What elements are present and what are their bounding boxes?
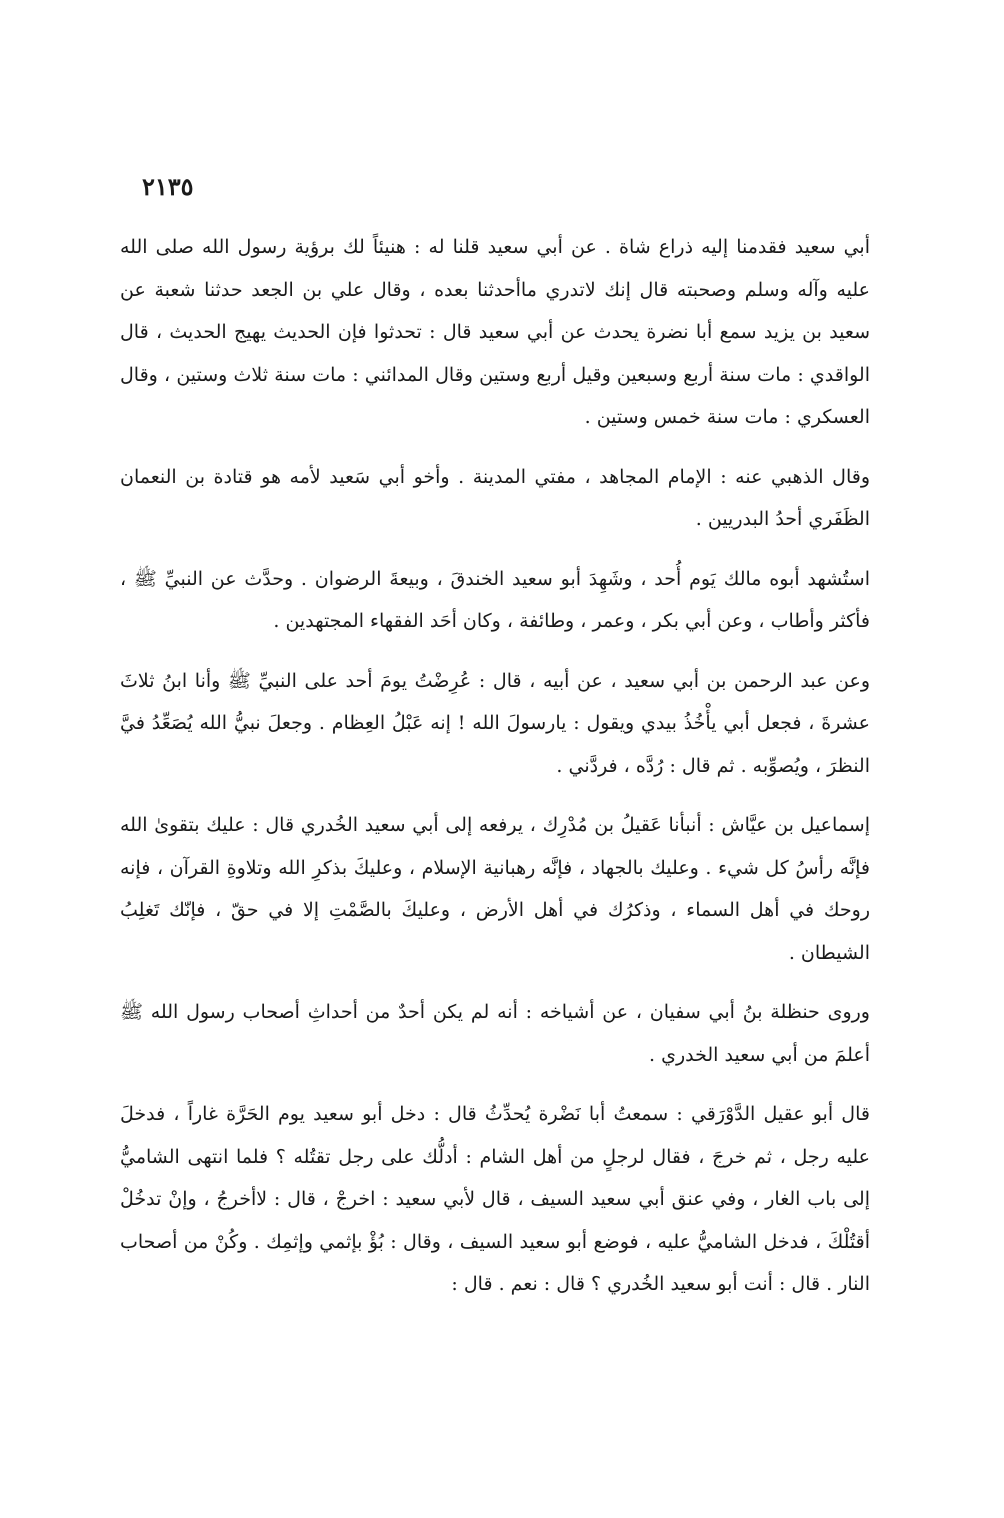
text-body bbox=[120, 226, 870, 1306]
paragraph: وروى حنظلة بنُ أبي سفيان ، عن أشياخه : أنه لم يكن أحدٌ من أحداثِ أصحاب رسول الله ﷺ أعلمَ من أبي سعيد الخدري . bbox=[120, 1001, 870, 1066]
paragraph: استُشهد أبوه مالك يَوم أُحد ، وشَهِدَ أبو سعيد الخندقَ ، وبيعةَ الرضوان . وحدَّث عن النبيِّ ﷺ ، فأكثر وأطاب ، وعن أبي بكر ، وعمر ، وطائفة ، وكان أحَد الفقهاء المجتهدين . bbox=[120, 567, 870, 632]
paragraph: قال أبو عقيل الدَّوْرَقي : سمعتُ أبا نَضْرة يُحدِّثُ قال : دخل أبو سعيد يوم الحَرَّة غاراً ، فدخلَ عليه رجل ، ثم خرجَ ، فقال لرجلٍ من أهل الشام : أدلُّك على رجل تقتُله ؟ فلما انتهى الشاميُّ إلى باب الغار ، وفي عنق أبي سعيد السيف ، قال لأبي سعيد : اخرجْ ، قال : لاأخرجُ ، وإنْ تدخُلْ أقتُلْكَ ، فدخل الشاميُّ عليه ، فوضع أبو سعيد السيف ، وقال : بُؤْ بإثمي وإثمِك . وكُنْ من أصحاب النار . قال : أنت أبو سعيد الخُدري ؟ قال : نعم . قال : bbox=[120, 1103, 870, 1295]
page-number: ٢١٣٥ bbox=[142, 172, 194, 201]
paragraph: أبي سعيد فقدمنا إليه ذراع شاة . عن أبي سعيد قلنا له : هنيئاً لك برؤية رسول الله صلى الله عليه وآله وسلم وصحبته قال إنك لاتدري ماأحدثنا بعده ، وقال علي بن الجعد حدثنا شعبة عن سعيد بن يزيد سمع أبا نضرة يحدث عن أبي سعيد قال : تحدثوا فإن الحديث يهيج الحديث ، قال الواقدي : مات سنة أربع وسبعين وقيل أربع وستين وقال المدائني : مات سنة ثلاث وستين ، وقال العسكري : مات سنة خمس وستين . bbox=[120, 236, 870, 428]
paragraph: إسماعيل بن عيَّاش : أنبأنا عَقيلُ بن مُدْرِك ، يرفعه إلى أبي سعيد الخُدري قال : عليك بتقوىٰ الله فإنَّه رأسُ كل شيء . وعليك بالجهاد ، فإنَّه رهبانية الإسلام ، وعليكَ بذكرِ الله وتلاوةِ القرآن ، فإنه روحك في أهل السماء ، وذكرُك في أهل الأرض ، وعليكَ بالصَّمْتِ إلا في حقّ ، فإنّك تَغلِبُ الشيطان . bbox=[120, 814, 870, 964]
paragraph: وقال الذهبي عنه : الإمام المجاهد ، مفتي المدينة . وأخو أبي سَعيد لأمه هو قتادة بن النعمان الظَفَري أحدُ البدريين . bbox=[120, 465, 870, 530]
paragraph: وعن عبد الرحمن بن أبي سعيد ، عن أبيه ، قال : عُرِضْتُ يومَ أحد على النبيِّ ﷺ وأنا ابنُ ثلاثَ عشرةَ ، فجعل أبي يأْخُذُ بيدي ويقول : يارسولَ الله ! إنه عَبْلُ العِظام . وجعلَ نبيُّ الله يُصَعِّدُ فيَّ النظرَ ، ويُصوِّبه . ثم قال : رُدَّه ، فردَّني . bbox=[120, 669, 870, 777]
